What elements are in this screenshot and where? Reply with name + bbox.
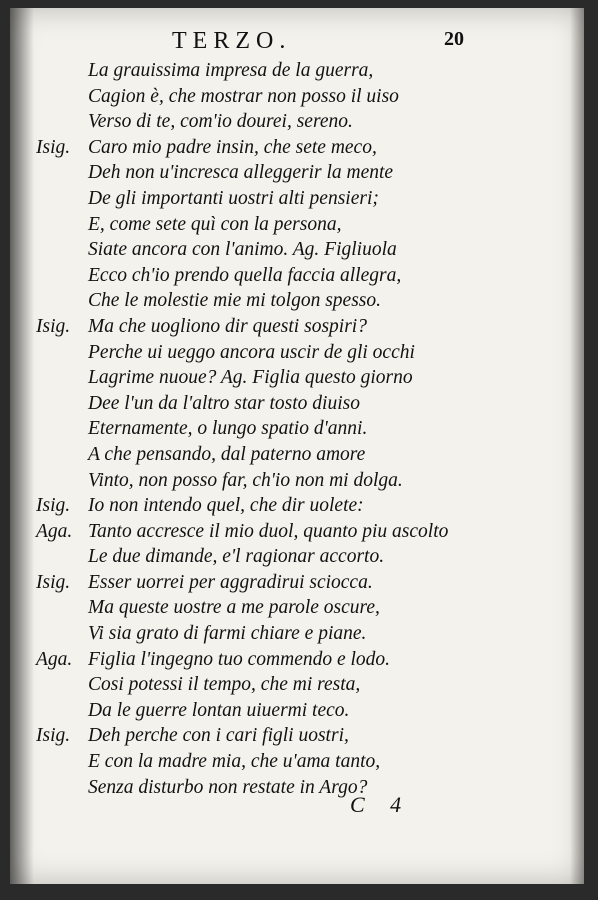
speaker-label: Isig. (36, 725, 71, 747)
verse-text: Figlia l'ingegno tuo commendo e lodo. (88, 648, 391, 670)
verse-line (10, 365, 584, 391)
signature-mark: C 4 (350, 792, 412, 817)
verse-text: Da le guerre lontan uiuermi teco. (88, 699, 350, 721)
verse-text: A che pensando, dal paterno amore (88, 443, 366, 465)
verse-text: De gli importanti uostri alti pensieri; (88, 187, 379, 209)
page-footer (10, 792, 584, 822)
verse-text: Cosi potessi il tempo, che mi resta, (88, 674, 361, 696)
verse-text: Eternamente, o lungo spatio d'anni. (88, 418, 368, 440)
verse-text: Vi sia grato di farmi chiare e piane. (88, 623, 367, 645)
verse-line (10, 135, 584, 161)
verse-text: Lagrime nuoue? Ag. Figlia questo giorno (88, 367, 413, 389)
verse-block (10, 58, 584, 800)
verse-line (10, 288, 584, 314)
verse-text: Dee l'un da l'altro star tosto diuiso (88, 392, 360, 414)
verse-line (10, 416, 584, 442)
verse-line (10, 570, 584, 596)
speaker-label: Isig. (36, 315, 71, 337)
verse-line (10, 58, 584, 84)
verse-text: Che le molestie mie mi tolgon spesso. (88, 290, 382, 312)
verse-line (10, 314, 584, 340)
verse-text: Senza disturbo non restate in Argo? (88, 776, 368, 798)
speaker-label: Isig. (36, 495, 71, 517)
verse-line (10, 391, 584, 417)
verse-text: Siate ancora con l'animo. Ag. Figliuola (88, 239, 397, 261)
verse-line (10, 160, 584, 186)
verse-text: Perche ui ueggo ancora uscir de gli occhi (88, 341, 415, 363)
verse-text: La grauissima impresa de la guerra, (88, 60, 374, 81)
verse-text: Vinto, non posso far, ch'io non mi dolga. (88, 469, 403, 491)
verse-text: Io non intendo quel, che dir uolete: (88, 495, 364, 517)
verse-line (10, 237, 584, 263)
verse-line (10, 109, 584, 135)
speaker-label: Isig. (36, 136, 71, 158)
verse-text: Caro mio padre insin, che sete meco, (88, 136, 377, 158)
verse-line (10, 723, 584, 749)
verse-text: E con la madre mia, che u'ama tanto, (88, 751, 381, 773)
page-number: 20 (444, 28, 464, 50)
verse-text: Cagion è, che mostrar non posso il uiso (88, 85, 399, 107)
verse-line (10, 442, 584, 468)
verse-line (10, 493, 584, 519)
verse-line (10, 212, 584, 238)
verse-text: Deh non u'incresca alleggerir la mente (88, 162, 394, 184)
running-head: TERZO. (172, 28, 292, 54)
speaker-label: Aga. (36, 520, 73, 542)
verse-text: Tanto accresce il mio duol, quanto piu ascolto (88, 520, 449, 542)
verse-line (10, 672, 584, 698)
speaker-label: Aga. (36, 648, 73, 670)
book-page (10, 8, 584, 884)
verse-text: Le due dimande, e'l ragionar accorto. (88, 546, 385, 568)
verse-line (10, 84, 584, 110)
verse-text: Esser uorrei per aggradirui sciocca. (88, 571, 373, 593)
verse-line (10, 595, 584, 621)
verse-text: E, come sete quì con la persona, (88, 213, 342, 235)
verse-text: Deh perche con i cari figli uostri, (88, 725, 349, 747)
verse-line (10, 544, 584, 570)
verse-line (10, 468, 584, 494)
verse-text: Ecco ch'io prendo quella faccia allegra, (88, 264, 402, 286)
verse-line (10, 263, 584, 289)
verse-line (10, 647, 584, 673)
verse-line (10, 698, 584, 724)
verse-text: Ma che uogliono dir questi sospiri? (88, 315, 367, 337)
verse-text: Verso di te, com'io dourei, sereno. (88, 111, 353, 133)
verse-line (10, 519, 584, 545)
verse-line (10, 749, 584, 775)
verse-line (10, 340, 584, 366)
verse-line (10, 186, 584, 212)
speaker-label: Isig. (36, 571, 71, 593)
page-header (10, 26, 584, 56)
verse-line (10, 621, 584, 647)
verse-text: Ma queste uostre a me parole oscure, (88, 597, 380, 619)
